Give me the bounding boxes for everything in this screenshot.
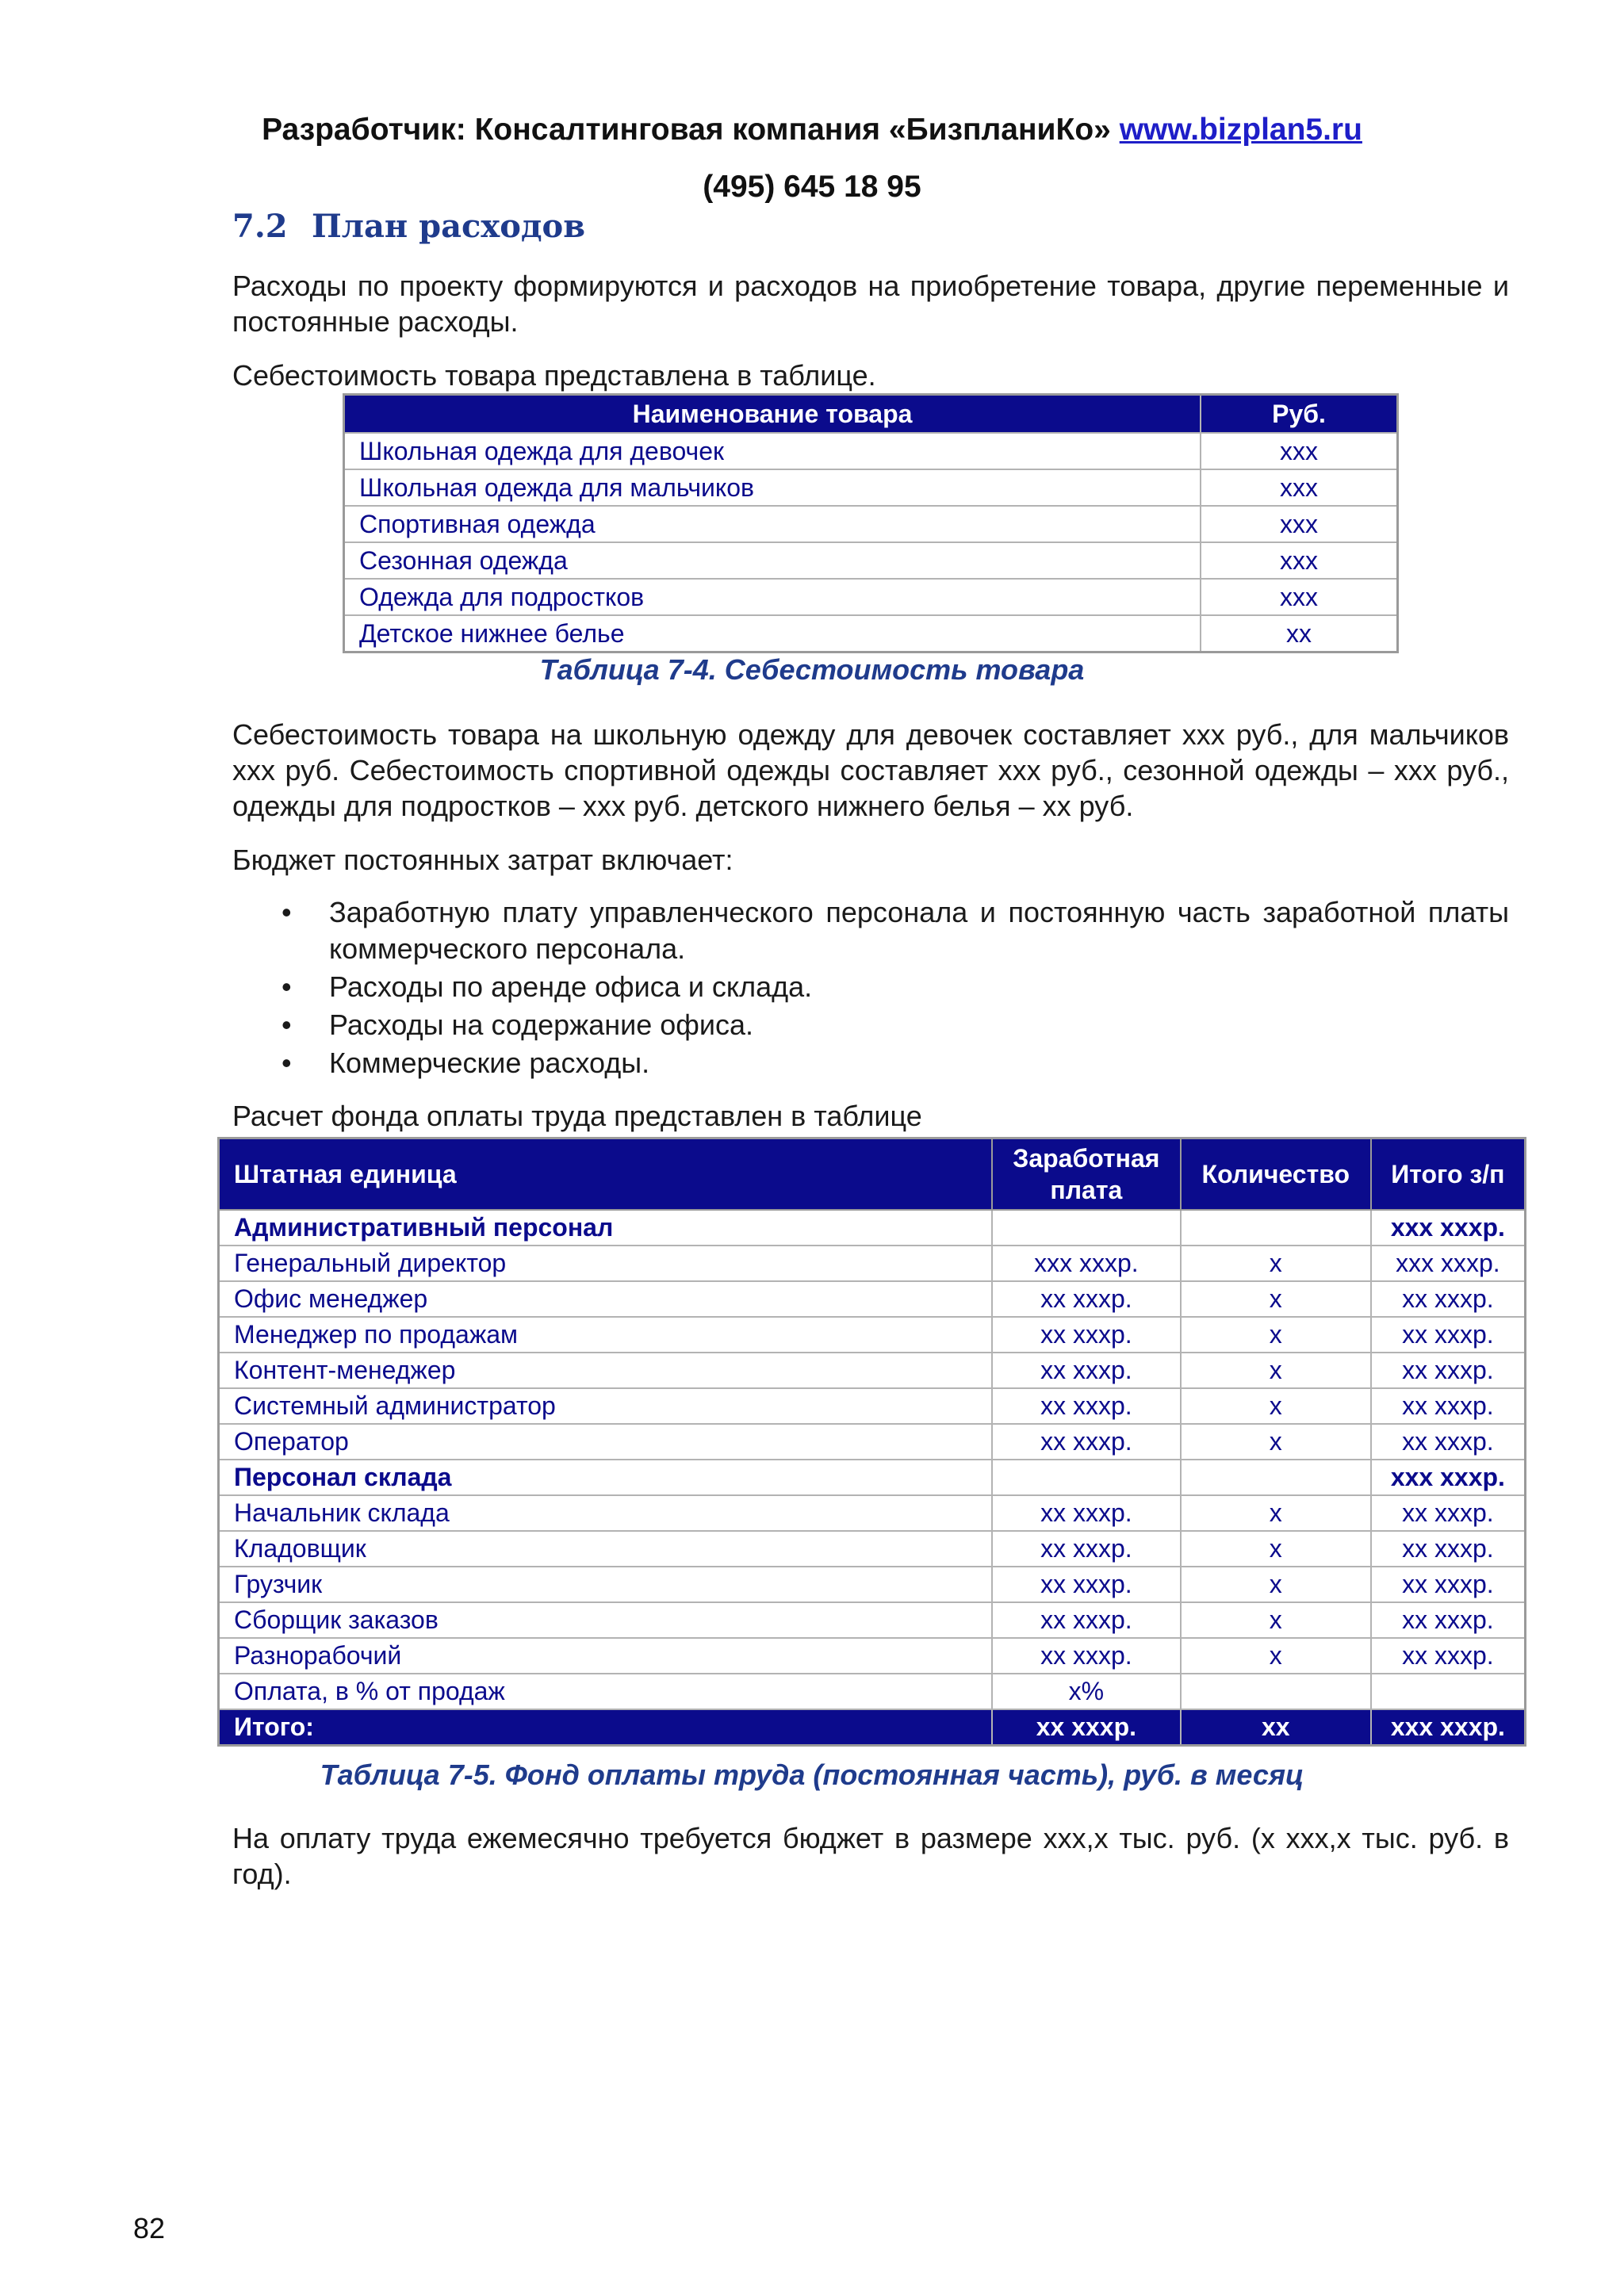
position-name: Итого: xyxy=(219,1709,992,1746)
product-cost: ххх xyxy=(1201,579,1398,615)
table-row xyxy=(344,579,1398,615)
salary-cell: хх хххр. xyxy=(992,1317,1181,1353)
total-salary-cell: хх хххр. xyxy=(1371,1353,1526,1388)
table-row xyxy=(219,1281,1526,1317)
salary-cell: хх хххр. xyxy=(992,1281,1181,1317)
column-header: Заработная плата xyxy=(992,1138,1181,1211)
salary-cell: хх хххр. xyxy=(992,1353,1181,1388)
table-row xyxy=(344,615,1398,652)
position-name: Системный администратор xyxy=(219,1388,992,1424)
table-row xyxy=(219,1567,1526,1602)
payroll-table-body xyxy=(219,1210,1526,1746)
position-name: Разнорабочий xyxy=(219,1638,992,1674)
position-name: Административный персонал xyxy=(219,1210,992,1246)
quantity-cell: х xyxy=(1181,1388,1371,1424)
total-salary-cell: ххх хххр. xyxy=(1371,1246,1526,1281)
cost-table xyxy=(343,393,1399,653)
salary-cell: хх хххр. xyxy=(992,1709,1181,1746)
developer-header xyxy=(0,113,1624,147)
bullet-icon: • xyxy=(282,896,292,928)
total-salary-cell: хх хххр. xyxy=(1371,1638,1526,1674)
section-number: 7.2 xyxy=(232,208,288,245)
column-header: Штатная единица xyxy=(219,1138,992,1211)
bullet-icon: • xyxy=(282,1008,292,1041)
quantity-cell: хх xyxy=(1181,1709,1371,1746)
product-name: Школьная одежда для мальчиков xyxy=(344,469,1201,506)
cost-table-intro: Себестоимость товара представлена в таблице. xyxy=(232,359,876,392)
total-salary-cell: ххх хххр. xyxy=(1371,1460,1526,1495)
total-salary-cell: хх хххр. xyxy=(1371,1602,1526,1638)
product-name: Одежда для подростков xyxy=(344,579,1201,615)
table-row xyxy=(219,1246,1526,1281)
product-cost: хх xyxy=(1201,615,1398,652)
quantity-cell xyxy=(1181,1210,1371,1246)
quantity-cell xyxy=(1181,1460,1371,1495)
group-row xyxy=(219,1460,1526,1495)
position-name: Кладовщик xyxy=(219,1531,992,1567)
product-name: Спортивная одежда xyxy=(344,506,1201,542)
product-name: Школьная одежда для девочек xyxy=(344,433,1201,469)
section-heading xyxy=(232,208,585,245)
column-header: Количество xyxy=(1181,1138,1371,1211)
table-row xyxy=(344,433,1398,469)
payroll-intro: Расчет фонда оплаты труда представлен в таблице xyxy=(232,1100,922,1132)
quantity-cell: х xyxy=(1181,1424,1371,1460)
payroll-table xyxy=(217,1137,1526,1747)
table-row xyxy=(219,1353,1526,1388)
quantity-cell: х xyxy=(1181,1531,1371,1567)
quantity-cell: х xyxy=(1181,1567,1371,1602)
total-salary-cell: хх хххр. xyxy=(1371,1281,1526,1317)
fixed-costs-list xyxy=(232,894,1509,1083)
position-name: Грузчик xyxy=(219,1567,992,1602)
list-item-text: Расходы на содержание офиса. xyxy=(329,1008,754,1041)
salary-cell: х% xyxy=(992,1674,1181,1709)
product-cost: ххх xyxy=(1201,506,1398,542)
position-name: Офис менеджер xyxy=(219,1281,992,1317)
intro-paragraph: Расходы по проекту формируются и расходов на приобретение товара, другие переменные и постоянные расходы. xyxy=(232,270,1509,338)
total-salary-cell xyxy=(1371,1674,1526,1709)
conclusion-paragraph: На оплату труда ежемесячно требуется бюджет в размере ххх,х тыс. руб. (х ххх,х тыс. руб. в год). xyxy=(232,1822,1509,1890)
position-name: Контент-менеджер xyxy=(219,1353,992,1388)
total-salary-cell: хх хххр. xyxy=(1371,1388,1526,1424)
quantity-cell: х xyxy=(1181,1353,1371,1388)
table-row xyxy=(219,1424,1526,1460)
table-row xyxy=(219,1317,1526,1353)
payroll-table-header xyxy=(219,1138,1526,1211)
bullet-icon: • xyxy=(282,970,292,1003)
table-row xyxy=(219,1495,1526,1531)
cost-summary-paragraph: Себестоимость товара на школьную одежду для девочек составляет ххх руб., для мальчиков ххх руб. Себестоимость спортивной одежды составляет ххх руб., сезонной одежды – ххх руб., одежды для подростков – ххх руб. детского нижнего белья – хх руб. xyxy=(232,718,1509,822)
phone-number: (495) 645 18 95 xyxy=(703,170,921,204)
quantity-cell: х xyxy=(1181,1602,1371,1638)
salary-cell xyxy=(992,1210,1181,1246)
total-salary-cell: ххх хххр. xyxy=(1371,1210,1526,1246)
list-item-text: Расходы по аренде офиса и склада. xyxy=(329,970,813,1003)
total-salary-cell: хх хххр. xyxy=(1371,1531,1526,1567)
table-row xyxy=(219,1602,1526,1638)
quantity-cell: х xyxy=(1181,1246,1371,1281)
salary-cell: ххх хххр. xyxy=(992,1246,1181,1281)
product-cost: ххх xyxy=(1201,433,1398,469)
position-name: Генеральный директор xyxy=(219,1246,992,1281)
quantity-cell: х xyxy=(1181,1281,1371,1317)
list-item xyxy=(232,894,1509,967)
table-row xyxy=(344,506,1398,542)
position-name: Оператор xyxy=(219,1424,992,1460)
salary-cell: хх хххр. xyxy=(992,1424,1181,1460)
list-item-text: Коммерческие расходы. xyxy=(329,1047,650,1079)
quantity-cell: х xyxy=(1181,1495,1371,1531)
fixed-budget-intro: Бюджет постоянных затрат включает: xyxy=(232,844,733,876)
salary-cell xyxy=(992,1460,1181,1495)
quantity-cell xyxy=(1181,1674,1371,1709)
position-name: Начальник склада xyxy=(219,1495,992,1531)
total-salary-cell: хх хххр. xyxy=(1371,1317,1526,1353)
table-row xyxy=(219,1638,1526,1674)
list-item xyxy=(232,1045,1509,1081)
total-row xyxy=(219,1709,1526,1746)
salary-cell: хх хххр. xyxy=(992,1495,1181,1531)
section-title: План расходов xyxy=(312,208,585,245)
salary-cell: хх хххр. xyxy=(992,1531,1181,1567)
group-row xyxy=(219,1210,1526,1246)
product-cost: ххх xyxy=(1201,469,1398,506)
total-salary-cell: ххх хххр. xyxy=(1371,1709,1526,1746)
salary-cell: хх хххр. xyxy=(992,1388,1181,1424)
product-cost: ххх xyxy=(1201,542,1398,579)
payroll-table-caption: Таблица 7-5. Фонд оплаты труда (постоянная часть), руб. в месяц xyxy=(320,1758,1304,1791)
position-name: Персонал склада xyxy=(219,1460,992,1495)
developer-label: Разработчик: Консалтинговая компания «БизпланиКо» xyxy=(262,113,1120,147)
table-row xyxy=(344,542,1398,579)
column-header: Руб. xyxy=(1201,395,1398,434)
product-name: Сезонная одежда xyxy=(344,542,1201,579)
total-salary-cell: хх хххр. xyxy=(1371,1424,1526,1460)
column-header: Итого з/п xyxy=(1371,1138,1526,1211)
table-row xyxy=(219,1531,1526,1567)
website-link[interactable]: www.bizplan5.ru xyxy=(1119,113,1362,147)
product-name: Детское нижнее белье xyxy=(344,615,1201,652)
list-item-text: Заработную плату управленческого персонала и постоянную часть заработной платы коммерческого персонала. xyxy=(329,896,1509,965)
cost-table-header xyxy=(344,395,1398,434)
table-row xyxy=(219,1388,1526,1424)
total-salary-cell: хх хххр. xyxy=(1371,1495,1526,1531)
total-salary-cell: хх хххр. xyxy=(1371,1567,1526,1602)
quantity-cell: х xyxy=(1181,1638,1371,1674)
table-row xyxy=(219,1674,1526,1709)
bullet-icon: • xyxy=(282,1047,292,1079)
salary-cell: хх хххр. xyxy=(992,1602,1181,1638)
salary-cell: хх хххр. xyxy=(992,1567,1181,1602)
position-name: Сборщик заказов xyxy=(219,1602,992,1638)
position-name: Оплата, в % от продаж xyxy=(219,1674,992,1709)
list-item xyxy=(232,1007,1509,1043)
column-header: Наименование товара xyxy=(344,395,1201,434)
quantity-cell: х xyxy=(1181,1317,1371,1353)
cost-table-caption: Таблица 7-4. Себестоимость товара xyxy=(539,653,1085,686)
page-number: 82 xyxy=(133,2212,166,2244)
position-name: Менеджер по продажам xyxy=(219,1317,992,1353)
table-row xyxy=(344,469,1398,506)
list-item xyxy=(232,969,1509,1005)
salary-cell: хх хххр. xyxy=(992,1638,1181,1674)
